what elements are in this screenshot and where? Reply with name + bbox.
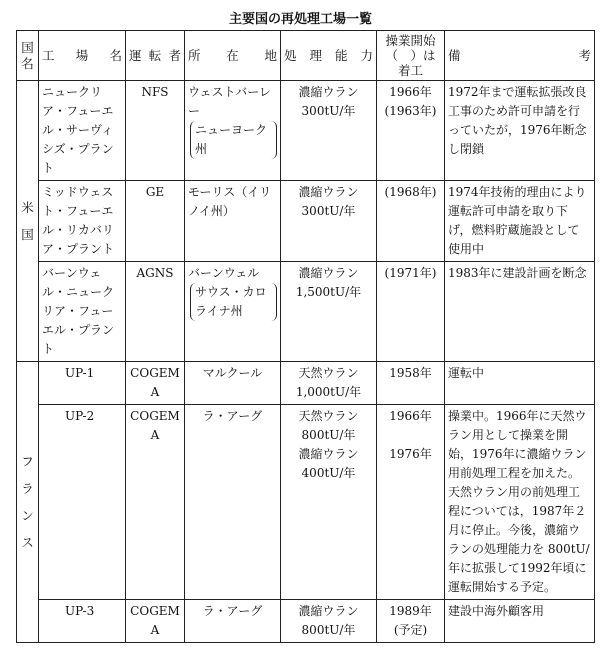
- table-row: [17, 600, 595, 643]
- header-operator: 運転者: [126, 31, 185, 81]
- capacity-line: 400tU/年: [301, 466, 356, 480]
- capacity: [281, 262, 377, 362]
- capacity: [281, 81, 377, 181]
- location: モーリス（イリノイ州）: [185, 181, 281, 262]
- capacity: [281, 362, 377, 405]
- plant-name: ミッドウェスト・フューエル・リカバリア・プラント: [39, 181, 126, 262]
- capacity-line: 1,000tU/年: [295, 385, 362, 399]
- capacity-line: 濃縮ウラン: [298, 447, 359, 461]
- start-line: 1989年: [389, 604, 432, 618]
- plant-name: ニュークリア・フューエル・サーヴィシズ・プラント: [39, 81, 126, 181]
- remarks: 1972年まで運転拡張改良工事のため許可申請を行っていたが，1976年断念し閉鎖: [445, 81, 595, 181]
- capacity-line: 濃縮ウラン: [298, 185, 359, 199]
- capacity-line: 300tU/年: [301, 104, 356, 118]
- remarks: 1983年に建設計画を断念: [445, 262, 595, 362]
- table-row: [17, 405, 595, 600]
- start: (1971年): [377, 262, 445, 362]
- capacity: [281, 600, 377, 643]
- operator: COGEMA: [126, 600, 185, 643]
- capacity-line: 300tU/年: [301, 204, 356, 218]
- start-line: (予定): [393, 623, 428, 637]
- location: ラ・アーグ: [185, 600, 281, 643]
- location-paren: サウス・カロライナ州: [190, 283, 277, 321]
- location-main: バーンウェル: [188, 266, 260, 280]
- header-country: 国名: [17, 31, 39, 81]
- capacity: [281, 181, 377, 262]
- table-row: [17, 362, 595, 405]
- capacity-line: 800tU/年: [301, 428, 356, 442]
- start: 1958年: [377, 362, 445, 405]
- capacity-line: 800tU/年: [301, 623, 356, 637]
- location: [185, 262, 281, 362]
- start-line: [380, 426, 441, 445]
- location-main: ウェストバーレー: [188, 85, 272, 118]
- header-row: [17, 31, 595, 81]
- plant-name: バーンウェル・ニュークリア・フューエル・プラント: [39, 262, 126, 362]
- table-row: [17, 181, 595, 262]
- header-location: 所 在 地: [185, 31, 281, 81]
- country-fr: フランス: [17, 362, 39, 643]
- operator: COGEMA: [126, 405, 185, 600]
- start-line: 1966年: [389, 409, 432, 423]
- start-line: (1963年): [384, 104, 437, 118]
- operator: GE: [126, 181, 185, 262]
- remarks: 操業中。1966年に天然ウラン用として操業を開始，1976年に濃縮ウラン用前処理工程を加えた。天然ウラン用の前処理工程については，1987年２月に停止。今後，濃縮ウランの処理能力を 800tU/年に拡張して1992年頃に運転開始する予定。: [445, 405, 595, 600]
- remarks: 1974年技術的理由により運転許可申請を取り下げ，燃料貯蔵施設として使用中: [445, 181, 595, 262]
- capacity: [281, 405, 377, 600]
- capacity-line: 濃縮ウラン: [298, 266, 359, 280]
- header-remarks: 備 考: [445, 31, 595, 81]
- capacity-line: 1,500tU/年: [295, 285, 362, 299]
- capacity-line: 濃縮ウラン: [298, 604, 359, 618]
- start-line: 1976年: [389, 447, 432, 461]
- start: [377, 600, 445, 643]
- location-paren: ニューヨーク州: [190, 121, 277, 159]
- plant-name: UP-2: [39, 405, 126, 600]
- header-capacity: 処理能力: [281, 31, 377, 81]
- start: (1968年): [377, 181, 445, 262]
- capacity-line: 天然ウラン: [298, 409, 359, 423]
- country-us: 米国: [17, 81, 39, 362]
- reprocessing-plants-table: [16, 30, 595, 643]
- table-row: [17, 81, 595, 181]
- table-row: [17, 262, 595, 362]
- page-title: 主要国の再処理工場一覧: [228, 12, 372, 27]
- plant-name: UP-3: [39, 600, 126, 643]
- operator: NFS: [126, 81, 185, 181]
- plant-name: UP-1: [39, 362, 126, 405]
- start: [377, 81, 445, 181]
- location: マルクール: [185, 362, 281, 405]
- operator: AGNS: [126, 262, 185, 362]
- remarks: 建設中海外顧客用: [445, 600, 595, 643]
- remarks: 運転中: [445, 362, 595, 405]
- start-line: 1966年: [389, 85, 432, 99]
- location: [185, 81, 281, 181]
- header-plant: 工 場 名: [39, 31, 126, 81]
- header-start: 操業開始（ ）は着工: [377, 31, 445, 81]
- capacity-line: 濃縮ウラン: [298, 85, 359, 99]
- operator: COGEMA: [126, 362, 185, 405]
- start: [377, 405, 445, 600]
- location: ラ・アーグ: [185, 405, 281, 600]
- capacity-line: 天然ウラン: [298, 366, 359, 380]
